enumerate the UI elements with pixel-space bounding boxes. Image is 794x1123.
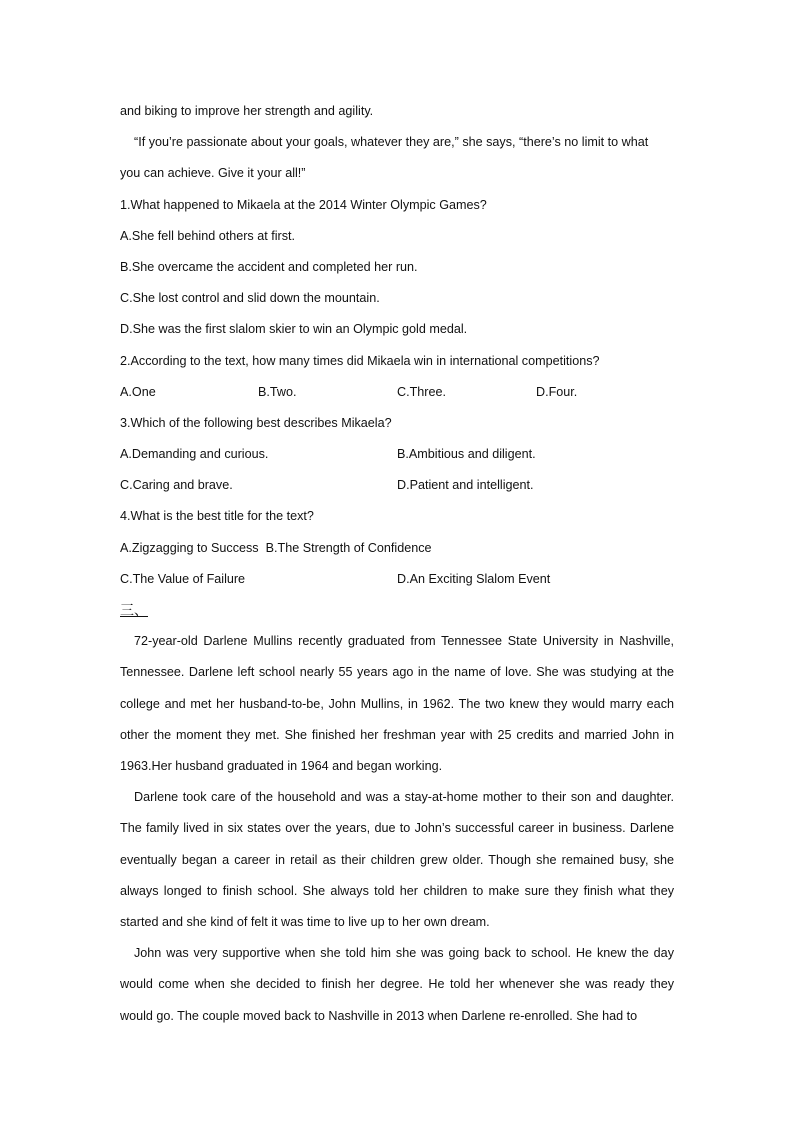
question-2-option-b: B.Two. bbox=[258, 384, 297, 399]
question-3: 3.Which of the following best describes Mikaela? bbox=[120, 415, 392, 430]
question-4-option-d: D.An Exciting Slalom Event bbox=[397, 571, 551, 586]
question-3-options-row-1 bbox=[120, 439, 674, 470]
paragraph: John was very supportive when she told him she was going back to school. He knew the day would come when she decided to finish her degree. He told her whenever she was ready they would go. The couple moved back to Nashville in 2013 when Darlene re-enrolled. She had to bbox=[120, 946, 674, 1023]
paragraph: 72-year-old Darlene Mullins recently graduated from Tennessee State University in Nashville, Tennessee. Darlene left school nearly 55 years ago in the name of love. She was studying at the college and met her husband-to-be, John Mullins, in 1962. The two knew they would marry each other the moment they met. She finished her freshman year with 25 credits and married John in 1963.Her husband graduated in 1964 and began working. bbox=[120, 634, 674, 774]
question-1-option-b: B.She overcame the accident and completed her run. bbox=[120, 259, 418, 274]
question-4-options-a-b: A.Zigzagging to Success B.The Strength of Confidence bbox=[120, 540, 432, 555]
section-heading: 三、 bbox=[120, 602, 148, 618]
question-4-options-row-2 bbox=[120, 564, 674, 595]
question-4-option-c: C.The Value of Failure bbox=[120, 571, 246, 586]
question-4: 4.What is the best title for the text? bbox=[120, 509, 314, 524]
question-1-option-c: C.She lost control and slid down the mountain. bbox=[120, 291, 380, 306]
question-1-option-d: D.She was the first slalom skier to win an Olympic gold medal. bbox=[120, 322, 468, 337]
question-2-option-d: D.Four. bbox=[536, 384, 578, 399]
question-3-options-row-2 bbox=[120, 470, 674, 501]
text-line: you can achieve. Give it your all!” bbox=[120, 166, 306, 181]
question-3-option-a: A.Demanding and curious. bbox=[120, 447, 269, 462]
question-2: 2.According to the text, how many times did Mikaela win in international competitions? bbox=[120, 353, 600, 368]
question-3-option-d: D.Patient and intelligent. bbox=[397, 478, 534, 493]
question-1: 1.What happened to Mikaela at the 2014 Winter Olympic Games? bbox=[120, 197, 487, 212]
question-3-option-b: B.Ambitious and diligent. bbox=[397, 447, 536, 462]
question-2-options bbox=[120, 377, 674, 408]
document-page bbox=[120, 96, 674, 1032]
question-3-option-c: C.Caring and brave. bbox=[120, 478, 233, 493]
text-line: “If you’re passionate about your goals, whatever they are,” she says, “there’s no limit to what bbox=[134, 135, 649, 150]
paragraph: Darlene took care of the household and was a stay-at-home mother to their son and daughter. The family lived in six states over the years, due to John’s successful career in business. Darlene eventually began a career in retail as their children grew older. Though she remained busy, she always longed to finish school. She always told her children to make sure they finish what they started and she kind of felt it was time to live up to her own dream. bbox=[120, 790, 674, 930]
question-2-option-a: A.One bbox=[120, 384, 156, 399]
question-2-option-c: C.Three. bbox=[397, 384, 446, 399]
question-1-option-a: A.She fell behind others at first. bbox=[120, 228, 296, 243]
text-line: and biking to improve her strength and agility. bbox=[120, 104, 374, 118]
